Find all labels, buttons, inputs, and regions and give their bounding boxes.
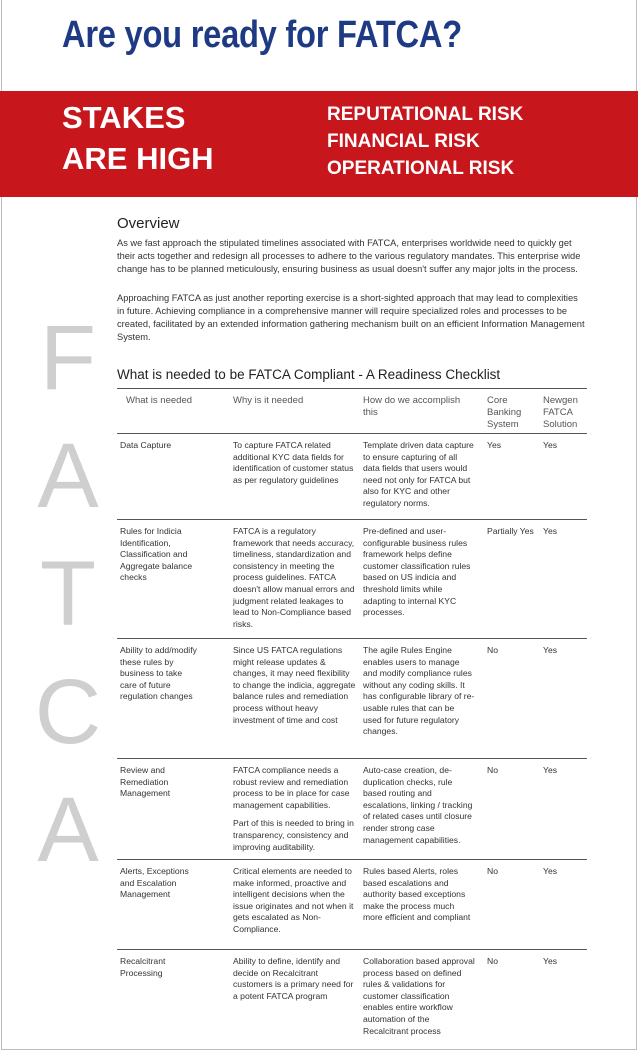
cell-core: No [487,645,498,655]
stakes-heading [62,97,214,179]
cell-why: Critical elements are needed to make informed, proactive and intelligent decisions when the issue originates and not when it gets escalated as Non-Compliance. [233,866,354,934]
cell-why: To capture FATCA related additional KYC data fields for identification of customer status as per regulatory guidelines [233,440,354,485]
cell-why-part-1: FATCA compliance needs a robust review and remediation process to be in place for case management capabilities. [233,765,350,810]
cell-how: Collaboration based approval process based on defined rules & validations for customer classification enables entire workflow automation of the Recalcitrant process [363,956,475,1036]
checklist-heading: What is needed to be FATCA Compliant - A Readiness Checklist [117,367,501,382]
side-letter: A [37,779,99,881]
overview-paragraph-1: As we fast approach the stipulated timelines associated with FATCA, enterprises worldwide need to quickly get their acts together and redesign all processes to adhere to the various regulatory mandates. This enterprise wide change has to be planned meticulously, ensuring business as usual doesn't suffer any major jolts in the process. [117,238,581,274]
table-row [117,520,587,639]
cell-newgen: Yes [543,765,558,775]
cell-why: FATCA is a regulatory framework that needs accuracy, timeliness, standardization and consistency in meeting the process guidelines. FATCA doesn't allow manual errors and judgment related leakages to lead to Non-Compliance based risks. [233,526,355,629]
table-row [117,434,587,520]
cell-why-part-2: Part of this is needed to bring in transparency, consistency and improving auditability. [233,818,354,852]
page-title: Are you ready for FATCA? [62,14,462,56]
stakes-banner [0,91,638,197]
table-row [117,639,587,759]
cell-newgen: Yes [543,956,558,966]
vertical-fatca-watermark [28,298,108,888]
cell-core: Partially Yes [487,526,534,536]
cell-core: Yes [487,440,502,450]
cell-newgen: Yes [543,440,558,450]
cell-what: Recalcitrant Processing [120,956,166,978]
side-letter: C [34,661,102,763]
cell-what: Review and Remediation Management [120,765,171,799]
overview-heading: Overview [117,215,180,232]
cell-newgen: Yes [543,526,558,536]
cell-how: Rules based Alerts, roles based escalations and authority based exceptions make the process much more efficient and compliant [363,866,471,923]
risk-item-operational: OPERATIONAL RISK [327,158,515,179]
overview-paragraph-2: Approaching FATCA as just another reporting exercise is a short-sighted approach that may lead to complexities in future. Achieving compliance in a comprehensive manner will require specialized roles and processes to be created, facilitated by an extended information gathering mechanism built on an efficient Information Management System. [117,293,585,342]
table-row [117,759,587,860]
cell-why [233,765,357,853]
risk-item-reputational: REPUTATIONAL RISK [327,104,524,125]
cell-why: Since US FATCA regulations might release updates & changes, it may need flexibility to change the indicia, aggregate balance rules and remediation process without heavy investment of time and cost [233,645,356,725]
cell-what: Rules for Indicia Identification, Classification and Aggregate balance checks [120,526,193,583]
cell-how: The agile Rules Engine enables users to manage and modify compliance rules without any coding skills. It has configurable library of re-usable rules that can be used for future regulatory changes. [363,645,475,737]
cell-what: Alerts, Exceptions and Escalation Management [120,866,189,900]
readiness-checklist-table [117,388,587,1046]
stakes-line-2: ARE HIGH [62,141,214,176]
column-header-core-banking: Core Banking System [487,395,522,430]
cell-core: No [487,956,498,966]
cell-how: Template driven data capture to ensure capturing of all data fields that users would need not only for FATCA but also for KYC and other regulatory norms. [363,440,474,508]
cell-core: No [487,866,498,876]
cell-what: Ability to add/modify these rules by business to take care of future regulation changes [120,645,197,702]
cell-how: Pre-defined and user-configurable business rules framework helps define customer classification rules based on US indicia and threshold limits while adapting to internal KYC processes. [363,526,471,618]
column-header-how: How do we accomplish this [363,395,461,418]
risk-item-financial: FINANCIAL RISK [327,131,480,152]
side-letter: T [39,543,97,645]
cell-core: No [487,765,498,775]
table-row [117,950,587,1046]
column-header-why: Why is it needed [233,395,304,406]
table-header-row [117,388,587,434]
cell-what: Data Capture [120,440,172,450]
cell-why: Ability to define, identify and decide on Recalcitrant customers is a primary need for a potent FATCA program [233,956,354,1001]
cell-newgen: Yes [543,645,558,655]
cell-how: Auto-case creation, de-duplication checks, rule based routing and escalations, linking / tracking of related cases until closure render strong case management capabilities. [363,765,473,845]
column-header-newgen: Newgen FATCA Solution [543,395,578,430]
risk-list [327,101,523,182]
side-letter: F [39,307,97,409]
cell-newgen: Yes [543,866,558,876]
column-header-what: What is needed [126,395,193,406]
table-row [117,860,587,950]
stakes-line-1: STAKES [62,100,186,135]
side-letter: A [37,425,99,527]
